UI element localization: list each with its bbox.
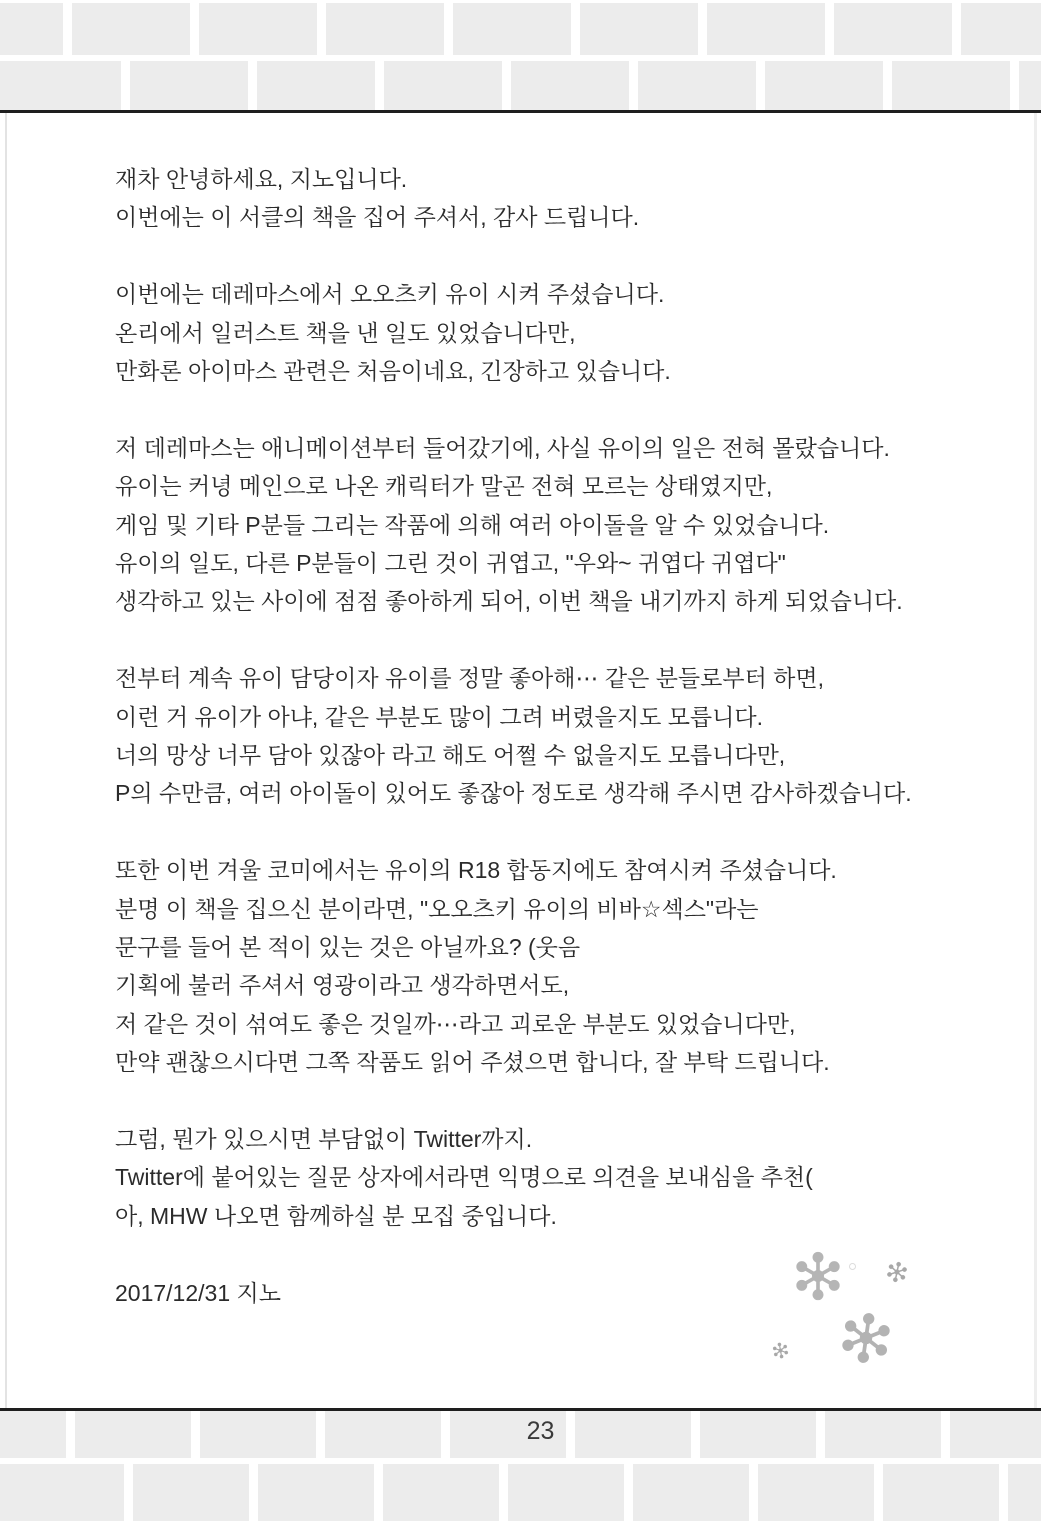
date-signature: 2017/12/31 지노 bbox=[115, 1279, 281, 1306]
text-line: 또한 이번 겨울 코미에서는 유이의 R18 합동지에도 참여시켜 주셨습니다. bbox=[115, 857, 837, 884]
paragraph bbox=[115, 659, 1001, 813]
bottom-rule-line bbox=[0, 1408, 1041, 1411]
paragraph bbox=[115, 275, 1001, 390]
text-line: 유이는 커녕 메인으로 나온 캐릭터가 말곤 전혀 모르는 상태였지만, bbox=[115, 473, 773, 500]
tiny-dot-icon bbox=[849, 1263, 856, 1270]
text-line: 만화론 아이마스 관련은 처음이네요, 긴장하고 있습니다. bbox=[115, 358, 671, 385]
snowflake-icon bbox=[836, 1308, 897, 1369]
paragraph bbox=[115, 1120, 1001, 1235]
text-line: 저 같은 것이 섞여도 좋은 것일까⋯라고 괴로운 부분도 있었습니다만, bbox=[115, 1010, 796, 1037]
text-line: 유이의 일도, 다른 P분들이 그린 것이 귀엽고, "우와~ 귀엽다 귀엽다" bbox=[115, 550, 786, 577]
text-line: 온리에서 일러스트 책을 낸 일도 있었습니다만, bbox=[115, 319, 576, 346]
text-line: 생각하고 있는 사이에 점점 좋아하게 되어, 이번 책을 내기까지 하게 되었습니다. bbox=[115, 588, 903, 615]
text-line: 이번에는 데레마스에서 오오츠키 유이 시켜 주셨습니다. bbox=[115, 281, 665, 308]
paragraph bbox=[115, 160, 1001, 237]
top-rule-line bbox=[0, 110, 1041, 113]
page-number: 23 bbox=[526, 1417, 555, 1445]
paragraph bbox=[115, 851, 1001, 1081]
text-line: 게임 및 기타 P분들 그리는 작품에 의해 여러 아이돌을 알 수 있었습니다. bbox=[115, 511, 830, 538]
text-line: 분명 이 책을 집으신 분이라면, "오오츠키 유이의 비바☆섹스"라는 bbox=[115, 895, 759, 922]
brick-pattern-top bbox=[0, 0, 1041, 110]
text-line: 전부터 계속 유이 담당이자 유이를 정말 좋아해⋯ 같은 분들로부터 하면, bbox=[115, 665, 825, 692]
snowflake-icon bbox=[792, 1250, 844, 1302]
paragraph bbox=[115, 1274, 1001, 1312]
text-line: 기획에 불러 주셔서 영광이라고 생각하면서도, bbox=[115, 972, 570, 999]
brick-row bbox=[0, 3, 1041, 55]
page-edge-left bbox=[5, 113, 7, 1408]
text-line: 문구를 들어 본 적이 있는 것은 아닐까요? (웃음 bbox=[115, 934, 581, 961]
afterword-text bbox=[115, 160, 1001, 1350]
text-line: 이런 거 유이가 아냐, 같은 부분도 많이 그려 버렸을지도 모릅니다. bbox=[115, 703, 763, 730]
page-edge-right bbox=[1034, 113, 1037, 1408]
text-line: P의 수만큼, 여러 아이돌이 있어도 좋잖아 정도로 생각해 주시면 감사하겠습니다. bbox=[115, 780, 912, 807]
snowflake-icon bbox=[771, 1341, 791, 1361]
text-line: 그럼, 뭔가 있으시면 부담없이 Twitter까지. bbox=[115, 1126, 533, 1153]
text-line: 너의 망상 너무 담아 있잖아 라고 해도 어쩔 수 없을지도 모릅니다만, bbox=[115, 742, 786, 769]
brick-row bbox=[0, 61, 1041, 110]
paragraph bbox=[115, 429, 1001, 621]
text-line: 이번에는 이 서클의 책을 집어 주셔서, 감사 드립니다. bbox=[115, 204, 640, 231]
text-line: 만약 괜찮으시다면 그쪽 작품도 읽어 주셨으면 합니다, 잘 부탁 드립니다. bbox=[115, 1049, 830, 1076]
text-line: 아, MHW 나오면 함께하실 분 모집 중입니다. bbox=[115, 1202, 557, 1229]
text-line: 재차 안녕하세요, 지노입니다. bbox=[115, 166, 408, 192]
snowflake-icon bbox=[884, 1259, 910, 1285]
text-line: 저 데레마스는 애니메이션부터 들어갔기에, 사실 유이의 일은 전혀 몰랐습니다. bbox=[115, 434, 890, 461]
brick-row bbox=[0, 1464, 1041, 1521]
text-line: Twitter에 붙어있는 질문 상자에서라면 익명으로 의견을 보내심을 추천( bbox=[115, 1164, 813, 1191]
